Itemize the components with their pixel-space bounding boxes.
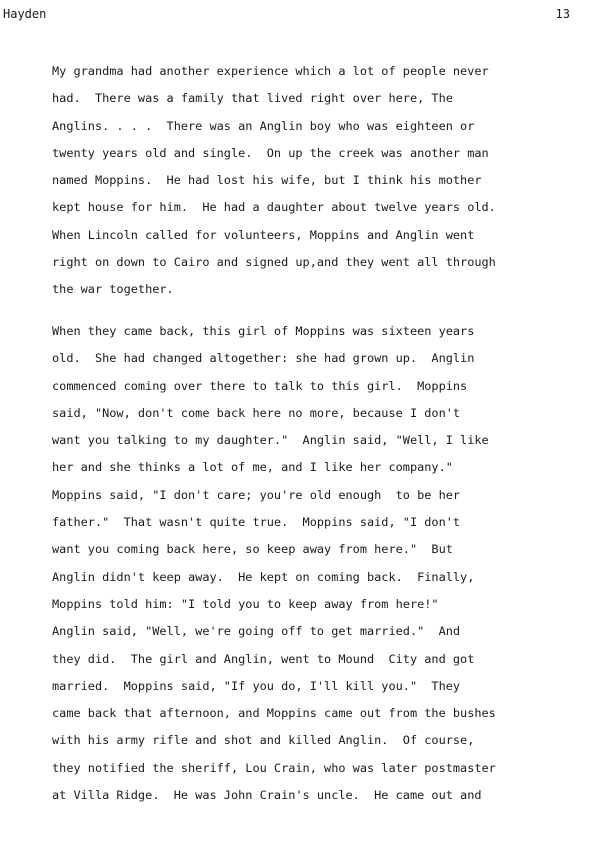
text-line: When Lincoln called for volunteers, Moppins and Anglin went: [52, 227, 475, 242]
text-line: Anglins. . . . There was an Anglin boy who was eighteen or: [52, 118, 475, 133]
paragraph-1: [52, 58, 582, 304]
text-line: right on down to Cairo and signed up,and they went all through: [52, 255, 496, 270]
text-line: When they came back, this girl of Moppins was sixteen years: [52, 324, 475, 338]
text-line: came back that afternoon, and Moppins came out from the bushes: [52, 706, 496, 721]
paragraph-2: [52, 318, 582, 809]
text-line: My grandma had another experience which a lot of people never: [52, 64, 489, 78]
text-line: Anglin didn't keep away. He kept on coming back. Finally,: [52, 569, 475, 584]
text-line: twenty years old and single. On up the creek was another man: [52, 145, 489, 160]
text-line: Moppins said, "I don't care; you're old enough to be her: [52, 487, 461, 502]
text-line: married. Moppins said, "If you do, I'll kill you." They: [52, 678, 461, 693]
text-line: her and she thinks a lot of me, and I like her company.": [52, 460, 453, 475]
text-line: said, "Now, don't come back here no more, because I don't: [52, 405, 461, 420]
text-line: Moppins told him: "I told you to keep away from here!": [52, 596, 439, 611]
text-line: named Moppins. He had lost his wife, but I think his mother: [52, 173, 482, 188]
header-author: Hayden: [3, 7, 47, 21]
page-header: [3, 7, 570, 23]
text-line: had. There was a family that lived right over here, The: [52, 91, 453, 106]
text-line: old. She had changed altogether: she had grown up. Anglin: [52, 351, 475, 366]
text-line: the war together.: [52, 282, 174, 297]
text-line: they notified the sheriff, Lou Crain, who was later postmaster: [52, 760, 496, 775]
page-number: 13: [555, 7, 570, 21]
text-line: commenced coming over there to talk to this girl. Moppins: [52, 378, 468, 393]
text-line: father." That wasn't quite true. Moppins said, "I don't: [52, 515, 461, 530]
text-line: at Villa Ridge. He was John Crain's uncle. He came out and: [52, 788, 482, 803]
text-line: want you coming back here, so keep away from here." But: [52, 542, 453, 557]
text-line: want you talking to my daughter." Anglin said, "Well, I like: [52, 433, 489, 448]
text-line: they did. The girl and Anglin, went to Mound City and got: [52, 651, 475, 666]
text-line: with his army rifle and shot and killed Anglin. Of course,: [52, 733, 475, 748]
text-line: kept house for him. He had a daughter about twelve years old.: [52, 200, 496, 215]
text-line: Anglin said, "Well, we're going off to get married." And: [52, 624, 461, 639]
